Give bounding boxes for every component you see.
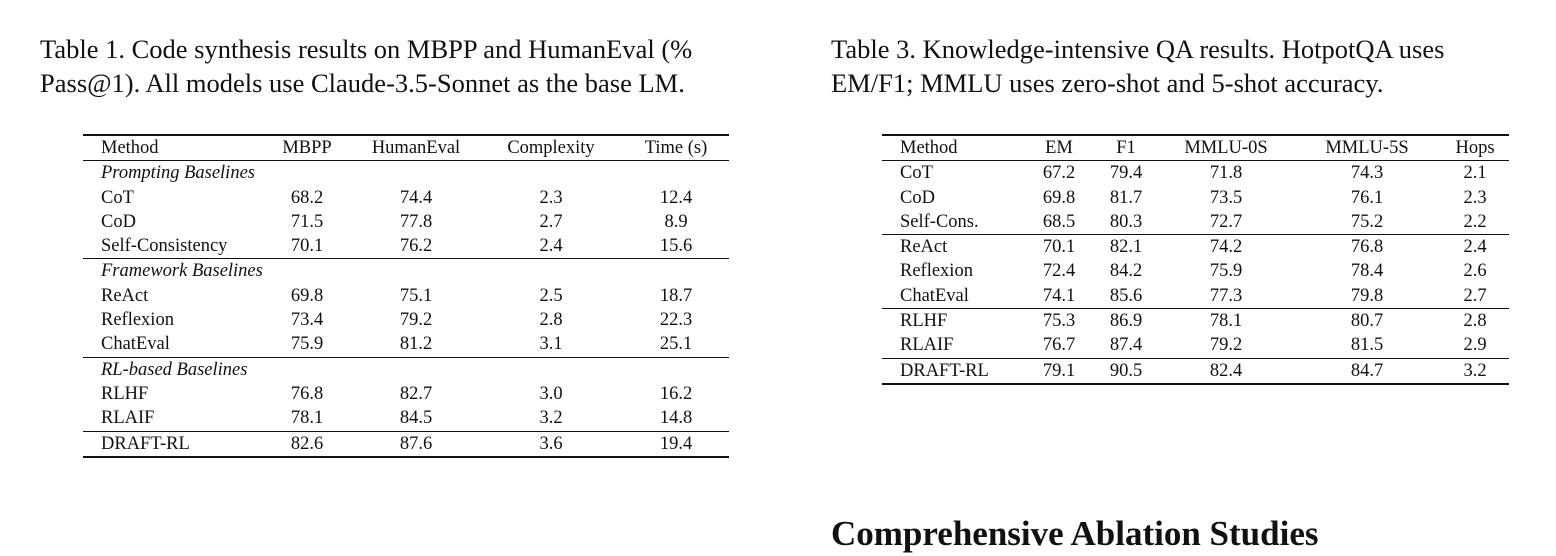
table3-cell: 82.1: [1109, 237, 1143, 258]
table3-cell: 79.2: [1209, 335, 1243, 356]
table1-final-row: [83, 431, 729, 457]
table3-cell: 90.5: [1109, 360, 1143, 381]
table1-cell: 12.4: [659, 187, 693, 208]
table1-header-cell: Time (s): [644, 138, 708, 158]
table1-cell: 3.1: [539, 334, 563, 355]
table3-cell: 81.5: [1350, 335, 1384, 356]
table3-header-row: [882, 135, 1509, 161]
table3-cell: 84.7: [1350, 360, 1384, 381]
table3-cell: 80.3: [1109, 211, 1143, 232]
table1-header-cell: Method: [101, 138, 159, 158]
table-row: [882, 161, 1509, 186]
table3-cell: 76.8: [1350, 237, 1384, 258]
table1-cell: 73.4: [290, 310, 324, 331]
table3-cell: 80.7: [1350, 311, 1384, 332]
table1-cell: 22.3: [659, 310, 693, 331]
table1-cell: 82.6: [290, 433, 324, 454]
table-row: [882, 333, 1509, 358]
table1-cell: 3.0: [539, 383, 563, 404]
table-row: [83, 332, 729, 357]
table3-cell: 82.4: [1209, 360, 1243, 381]
table3-cell: 81.7: [1109, 187, 1143, 208]
table-row: [882, 186, 1509, 210]
table1-cell: DRAFT-RL: [101, 433, 190, 454]
table1-cell: 69.8: [290, 285, 324, 306]
table1-cell: 76.8: [290, 383, 324, 404]
table1-cell: 2.4: [539, 236, 563, 257]
table3-cell: 74.2: [1209, 237, 1243, 258]
table3-cell: 3.2: [1463, 360, 1487, 381]
table1-group-title: Framework Baselines: [101, 261, 263, 282]
table1-cell: 8.9: [664, 211, 688, 232]
table1-cell: 87.6: [399, 433, 433, 454]
table1-cell: 2.7: [539, 211, 563, 232]
table1-cell: 19.4: [659, 433, 693, 454]
table1-cell: 16.2: [659, 383, 693, 404]
table1-cell: 3.6: [539, 433, 563, 454]
table-row: [83, 308, 729, 332]
table3-cell: 73.5: [1209, 187, 1243, 208]
table1-cell: 82.7: [399, 383, 433, 404]
table1-cell: 25.1: [659, 334, 693, 355]
table-row: [83, 284, 729, 308]
table3-cell: 74.3: [1350, 163, 1384, 184]
table3-cell: 75.2: [1350, 211, 1384, 232]
table3-cell: 2.6: [1463, 261, 1487, 282]
table3-cell: 86.9: [1109, 311, 1143, 332]
table3-cell: 2.4: [1463, 237, 1487, 258]
table3-header-cell: Method: [900, 138, 958, 158]
table1-cell: 84.5: [399, 408, 433, 429]
table-row: [882, 259, 1509, 283]
table1-header-cell: HumanEval: [371, 138, 461, 158]
table3-cell: 70.1: [1042, 237, 1076, 258]
table1-cell: 2.5: [539, 285, 563, 306]
table1-cell: 78.1: [290, 408, 324, 429]
table-row: [882, 284, 1509, 309]
table1-group-title-row: [83, 357, 729, 382]
table1-caption-line-2: Pass@1). All models use Claude-3.5-Sonnet as the base LM.: [40, 68, 685, 98]
table1-header-cell: MBPP: [282, 138, 332, 158]
table3-cell: 78.1: [1209, 311, 1243, 332]
table1-cell: 71.5: [290, 211, 324, 232]
table-row: [83, 186, 729, 210]
table3-header-cell: EM: [1045, 138, 1073, 158]
table1-cell: 15.6: [659, 236, 693, 257]
table3-cell: 72.4: [1042, 261, 1076, 282]
table3-cell: Self-Cons.: [900, 211, 979, 232]
table3-cell: 74.1: [1042, 285, 1076, 306]
table1-cell: 68.2: [290, 187, 324, 208]
table3-cell: CoD: [900, 187, 935, 208]
table3-cell: 85.6: [1109, 285, 1143, 306]
table3-cell: 68.5: [1042, 211, 1076, 232]
table1-cell: ReAct: [101, 285, 149, 306]
table1-cell: 74.4: [399, 187, 433, 208]
table3-cell: 78.4: [1350, 261, 1384, 282]
table3-cell: 75.3: [1042, 311, 1076, 332]
table1-cell: 75.9: [290, 334, 324, 355]
table1-caption: [40, 32, 780, 100]
table-row: [83, 382, 729, 406]
table1-cell: Self-Consistency: [101, 236, 228, 257]
table3-cell: 2.8: [1463, 311, 1487, 332]
table3-cell: 2.1: [1463, 163, 1487, 184]
table1-caption-line-1: Table 1. Code synthesis results on MBPP and HumanEval (%: [40, 34, 693, 64]
table3-header-cell: MMLU-5S: [1325, 138, 1409, 158]
table1-cell: 2.3: [539, 187, 563, 208]
table3-cell: 87.4: [1109, 335, 1143, 356]
table3-header-cell: MMLU-0S: [1184, 138, 1268, 158]
table3-cell: 79.1: [1042, 360, 1076, 381]
table3-cell: CoT: [900, 163, 933, 184]
table1-group-title: RL-based Baselines: [101, 359, 248, 380]
table3-cell: RLHF: [900, 311, 948, 332]
table3-cell: 2.2: [1463, 211, 1487, 232]
table3-final-row: [882, 358, 1509, 384]
table1-cell: 76.2: [399, 236, 433, 257]
table3-cell: 2.9: [1463, 335, 1487, 356]
table3-cell: RLAIF: [900, 335, 954, 356]
table-row: [882, 309, 1509, 334]
section-heading: Comprehensive Ablation Studies: [831, 514, 1319, 553]
table3-cell: 84.2: [1109, 261, 1143, 282]
table3-caption-line-1: Table 3. Knowledge-intensive QA results. HotpotQA uses: [831, 34, 1445, 64]
table-row: [882, 210, 1509, 235]
table3-cell: 2.7: [1463, 285, 1487, 306]
table3-cell: 69.8: [1042, 187, 1076, 208]
table-row: [882, 235, 1509, 260]
table1-cell: 75.1: [399, 285, 433, 306]
table1-cell: 3.2: [539, 408, 563, 429]
table-row: [83, 210, 729, 234]
table3-cell: 79.8: [1350, 285, 1384, 306]
table1-cell: RLAIF: [101, 408, 155, 429]
table1-group-title-row: [83, 259, 729, 284]
table-row: [83, 406, 729, 431]
table1-header-cell: Complexity: [507, 138, 595, 158]
table1-cell: CoT: [101, 187, 134, 208]
table1-group-title: Prompting Baselines: [101, 163, 255, 184]
table3-cell: 67.2: [1042, 163, 1076, 184]
table3-knowledge-qa: [882, 134, 1509, 385]
table3-cell: 72.7: [1209, 211, 1243, 232]
table1-cell: 81.2: [399, 334, 433, 355]
table3-cell: ChatEval: [900, 285, 969, 306]
table3-cell: 71.8: [1209, 163, 1243, 184]
table3-cell: DRAFT-RL: [900, 360, 989, 381]
table1-cell: 79.2: [399, 310, 433, 331]
table3-cell: Reflexion: [900, 261, 973, 282]
table3-header-cell: Hops: [1455, 138, 1495, 158]
table-row: [83, 234, 729, 259]
table1-group-title-row: [83, 161, 729, 186]
table3-caption-line-2: EM/F1; MMLU uses zero-shot and 5-shot accuracy.: [831, 68, 1384, 98]
table1-cell: 14.8: [659, 408, 693, 429]
table3-cell: 76.7: [1042, 335, 1076, 356]
table3-cell: 76.1: [1350, 187, 1384, 208]
table3-cell: 79.4: [1109, 163, 1143, 184]
table1-cell: 70.1: [290, 236, 324, 257]
table3-cell: 2.3: [1463, 187, 1487, 208]
table3-caption: [831, 32, 1556, 100]
table1-cell: RLHF: [101, 383, 149, 404]
table1-cell: 77.8: [399, 211, 433, 232]
table1-header-row: [83, 135, 729, 161]
table3-header-cell: F1: [1116, 138, 1136, 158]
table3-cell: ReAct: [900, 237, 948, 258]
table1-cell: 18.7: [659, 285, 693, 306]
table1-code-synthesis: [83, 134, 729, 458]
table3-cell: 75.9: [1209, 261, 1243, 282]
table1-cell: CoD: [101, 211, 136, 232]
table1-cell: ChatEval: [101, 334, 170, 355]
table1-cell: Reflexion: [101, 310, 174, 331]
table1-cell: 2.8: [539, 310, 563, 331]
table3-cell: 77.3: [1209, 285, 1243, 306]
